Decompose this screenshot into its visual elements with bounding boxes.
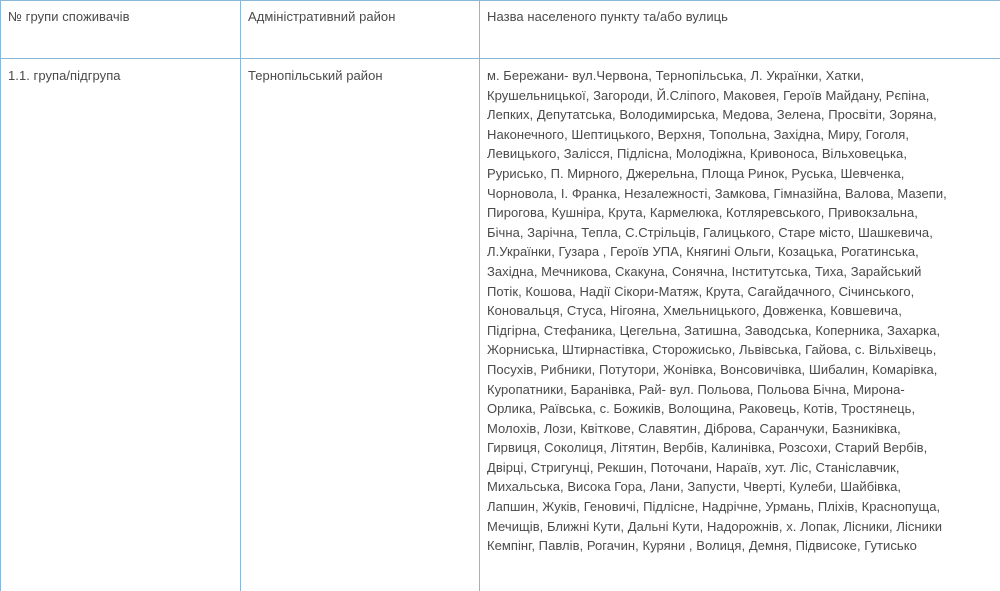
row-group-value: 1.1. група/підгрупа (8, 68, 121, 83)
settlements-line: Левицького, Залісся, Підлісна, Молодіжна, Кривоноса, Вільховецька, (487, 146, 908, 162)
settlements-line: Чорновола, І. Франка, Незалежності, Замкова, Гімназійна, Валова, Мазепи, (487, 185, 947, 201)
settlements-line: Жорниська, Штирнастівка, Сторожисько, Львівська, Гайова, с. Вільхівець, (487, 342, 937, 358)
settlements-line: Л.Українки, Гузара , Героїв УПА, Княгині Ольги, Козацька, Рогатинська, (487, 244, 919, 260)
row-cell-group (1, 59, 241, 591)
settlements-line: Гирвиця, Соколиця, Літятин, Вербів, Калинівка, Розсохи, Старий Вербів, (487, 440, 928, 456)
settlements-line: Кемпінг, Павлів, Рогачин, Куряни , Волиця, Демня, Підвисоке, Гутисько (487, 538, 917, 554)
row-district-value: Тернопільський район (248, 68, 383, 83)
row-cell-district (241, 59, 480, 591)
settlements-line: Лапшин, Жуків, Геновичі, Підлісне, Надрічне, Урмань, Пліхів, Краснопуща, (487, 499, 941, 515)
row-cell-settlements (480, 59, 1000, 591)
header-cell-district (241, 1, 480, 59)
header-cell-settlements (480, 1, 1000, 59)
row-settlements-value (480, 59, 1000, 556)
header-group-label: № групи споживачів (8, 9, 130, 24)
table-header-row (1, 1, 1000, 59)
settlements-line: Підгірна, Стефаника, Цегельна, Затишна, Заводська, Коперника, Захарка, (487, 322, 941, 338)
settlements-line: Посухів, Рибники, Потутори, Жонівка, Вонсовичівка, Шибалин, Комарівка, (487, 361, 938, 377)
settlements-line: Наконечного, Шептицького, Верхня, Топольна, Західна, Миру, Гоголя, (487, 126, 910, 142)
header-cell-group (1, 1, 241, 59)
settlements-line: Мечищів, Ближні Кути, Дальні Кути, Надорожнів, х. Лопак, Лісники, Лісники (487, 518, 943, 534)
settlements-line: Лепких, Депутатська, Володимирська, Медова, Зелена, Просвіти, Зоряна, (487, 107, 937, 123)
settlements-line: Рурисько, П. Мирного, Джерельна, Площа Ринок, Руська, Шевченка, (487, 165, 905, 181)
settlements-line: Орлика, Раївська, с. Божиків, Волощина, Раковець, Котів, Тростянець, (487, 401, 916, 417)
table-row (1, 59, 1000, 591)
settlements-line: Михальська, Висока Гора, Лани, Запусти, Чверті, Кулеби, Шайбівка, (487, 479, 902, 495)
settlements-line: Потік, Кошова, Надії Сікори-Матяж, Крута, Сагайдачного, Січинського, (487, 283, 915, 299)
settlements-line: Бічна, Зарічна, Тепла, С.Стрільців, Галицького, Старе місто, Шашкевича, (487, 224, 933, 240)
header-settlements-label: Назва населеного пункту та/або вулиць (487, 9, 728, 24)
settlements-line: Молохів, Лози, Квіткове, Славятин, Діброва, Саранчуки, Базниківка, (487, 420, 901, 436)
settlements-line: Західна, Мечникова, Скакуна, Сонячна, Інститутська, Тиха, Зарайський (487, 263, 922, 279)
settlements-line: Куропатники, Баранівка, Рай- вул. Польова, Польова Бічна, Мирона- (487, 381, 905, 397)
header-district-label: Адміністративний район (248, 9, 396, 24)
settlements-line: Крушельницької, Загороди, Й.Сліпого, Маковея, Героїв Майдану, Рєпіна, (487, 87, 930, 103)
settlements-line: м. Бережани- вул.Червона, Тернопільська, Л. Українки, Хатки, (487, 68, 865, 83)
settlements-line: Коновальця, Стуса, Нігояна, Хмельницького, Довженка, Ковшевича, (487, 303, 902, 319)
settlements-line: Пирогова, Кушніра, Крута, Кармелюка, Котляревського, Привокзальна, (487, 205, 918, 221)
settlements-line: Двірці, Стригунці, Рекшин, Поточани, Нараїв, хут. Ліс, Станіславчик, (487, 459, 900, 475)
